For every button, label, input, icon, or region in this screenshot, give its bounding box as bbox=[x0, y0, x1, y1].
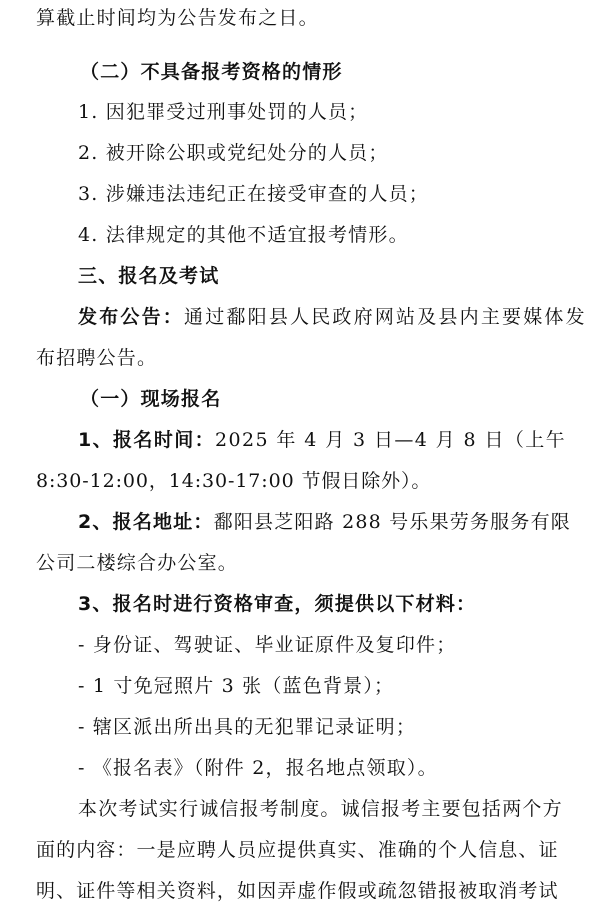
address-label: 2、报名地址： bbox=[78, 511, 214, 533]
publish-paragraph-line-1 bbox=[0, 305, 603, 329]
integrity-paragraph-line-2: 面的内容：一是应聘人员应提供真实、准确的个人信息、证 bbox=[36, 839, 559, 861]
material-item-4: - 《报名表》（附件 2，报名地点领取）。 bbox=[78, 757, 438, 779]
publish-text: 通过鄱阳县人民政府网站及县内主要媒体发 bbox=[184, 306, 587, 328]
materials-heading: 3、报名时进行资格审查，须提供以下材料： bbox=[78, 593, 477, 615]
integrity-paragraph-line-3: 明、证件等相关资料，如因弄虚作假或疏忽错报被取消考试 bbox=[36, 880, 559, 902]
material-item-3: - 辖区派出所出具的无犯罪记录证明； bbox=[78, 716, 417, 738]
publish-paragraph-line-2: 布招聘公告。 bbox=[36, 347, 158, 369]
section-heading-registration: 三、报名及考试 bbox=[78, 265, 220, 287]
address-paragraph-line-2: 公司二楼综合办公室。 bbox=[36, 552, 239, 574]
time-paragraph-line-2: 8:30-12:00，14:30-17:00 节假日除外）。 bbox=[36, 470, 432, 492]
list-item-2: 2. 被开除公职或党纪处分的人员； bbox=[78, 142, 389, 164]
address-paragraph-line-1 bbox=[0, 510, 603, 534]
time-label: 1、报名时间： bbox=[78, 429, 216, 451]
time-paragraph-line-1 bbox=[0, 428, 603, 452]
material-item-1: - 身份证、驾驶证、毕业证原件及复印件； bbox=[78, 634, 457, 656]
material-item-2: - 1 寸免冠照片 3 张（蓝色背景）； bbox=[78, 675, 395, 697]
list-item-4: 4. 法律规定的其他不适宜报考情形。 bbox=[78, 224, 409, 246]
list-item-1: 1. 因犯罪受过刑事处罚的人员； bbox=[78, 101, 369, 123]
integrity-paragraph-line-1: 本次考试实行诚信报考制度。诚信报考主要包括两个方 bbox=[78, 798, 563, 820]
text-line-1: 算截止时间均为公告发布之日。 bbox=[36, 7, 319, 29]
publish-label: 发布公告： bbox=[78, 306, 185, 328]
time-text: 2025 年 4 月 3 日—4 月 8 日（上午 bbox=[215, 429, 567, 451]
section-heading-disqualification: （二）不具备报考资格的情形 bbox=[80, 61, 343, 83]
address-text: 鄱阳县芝阳路 288 号乐果劳务服务有限 bbox=[213, 511, 571, 533]
section-heading-onsite: （一）现场报名 bbox=[80, 388, 222, 410]
list-item-3: 3. 涉嫌违法违纪正在接受审查的人员； bbox=[78, 183, 429, 205]
